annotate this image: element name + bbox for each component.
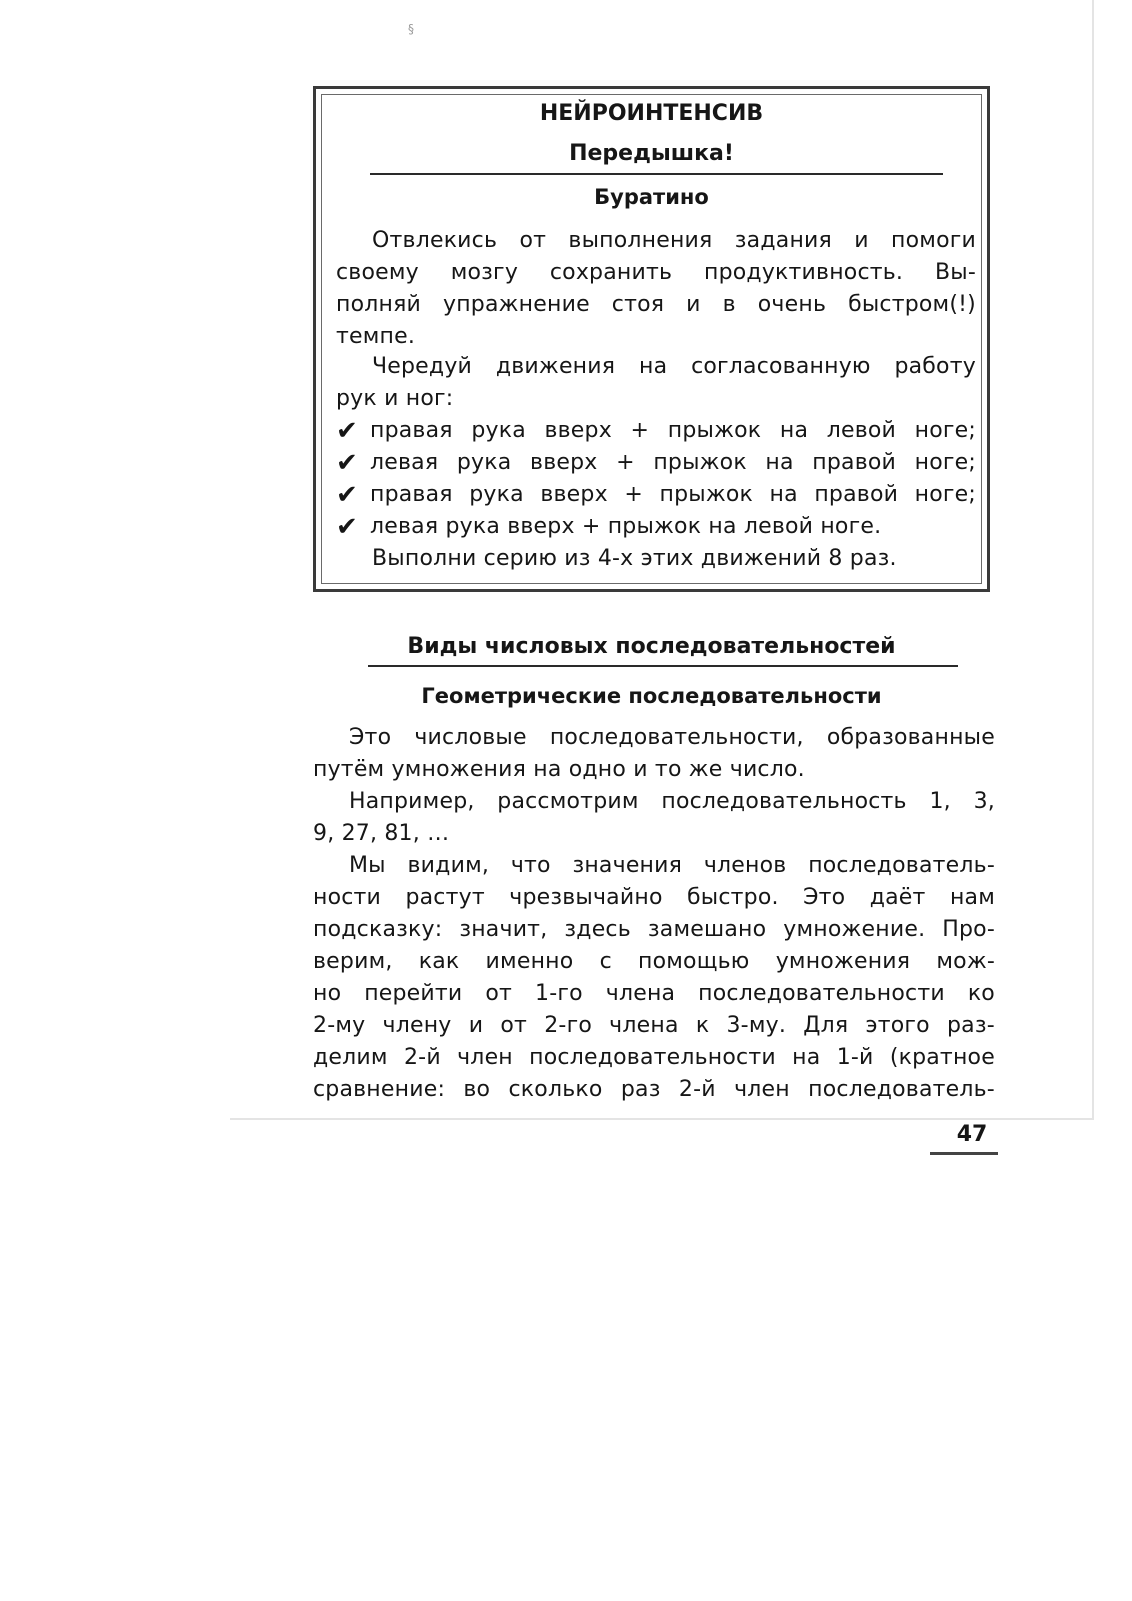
check-icon: ✔ xyxy=(336,448,358,478)
section-body xyxy=(313,722,995,1106)
checklist-item-text: правая рука вверх + прыжок на левой ноге; xyxy=(370,418,976,443)
check-icon: ✔ xyxy=(336,416,358,446)
box-label: НЕЙРОИНТЕНСИВ xyxy=(539,101,764,126)
body-line: Это числовые последовательности, образованные xyxy=(349,725,995,750)
box-instruction xyxy=(336,351,976,415)
body-line: но перейти от 1-го члена последовательности ко xyxy=(313,981,995,1006)
section-title: Виды числовых последовательностей xyxy=(407,634,896,659)
checklist-item-text: правая рука вверх + прыжок на правой ноге; xyxy=(370,482,976,507)
page-edge-shadow-bottom xyxy=(230,1118,1093,1120)
box-final: Выполни серию из 4-х этих движений 8 раз. xyxy=(372,546,897,571)
body-line: 9, 27, 81, … xyxy=(313,821,450,846)
checklist-item-text: левая рука вверх + прыжок на правой ноге; xyxy=(370,450,976,475)
body-line: 2-му члену и от 2-го члена к 3-му. Для этого раз- xyxy=(313,1013,995,1038)
checklist-item xyxy=(336,415,976,447)
body-line: сравнение: во сколько раз 2-й член последователь- xyxy=(313,1077,995,1102)
intro-line: полняй упражнение стоя и в очень быстром(!) xyxy=(336,292,976,317)
page-number-rule xyxy=(930,1152,998,1155)
page-edge-shadow xyxy=(1092,0,1094,1120)
checklist-item xyxy=(336,511,976,543)
body-line: Мы видим, что значения членов последователь- xyxy=(349,853,995,878)
body-line: подсказку: значит, здесь замешано умножение. Про- xyxy=(313,917,995,942)
intro-line: темпе. xyxy=(336,324,416,349)
section-subtitle: Геометрические последовательности xyxy=(421,684,882,708)
body-line: ности растут чрезвычайно быстро. Это даёт нам xyxy=(313,885,995,910)
box-subtitle: Буратино xyxy=(594,185,709,209)
section-title-rule xyxy=(368,665,958,667)
box-title-rule xyxy=(370,173,943,175)
intro-line: своему мозгу сохранить продуктивность. Вы- xyxy=(336,260,976,285)
box-title: Передышка! xyxy=(569,141,734,166)
intro-line: Отвлекись от выполнения задания и помоги xyxy=(372,228,976,253)
body-line: Например, рассмотрим последовательность 1, 3, xyxy=(349,789,995,814)
instruction-line: Чередуй движения на согласованную работу xyxy=(372,354,976,379)
check-icon: ✔ xyxy=(336,512,358,542)
header-mark: § xyxy=(408,22,414,36)
checklist-item xyxy=(336,479,976,511)
box-intro xyxy=(336,225,976,353)
checklist-item-text: левая рука вверх + прыжок на левой ноге. xyxy=(370,514,882,539)
check-icon: ✔ xyxy=(336,480,358,510)
exercise-box xyxy=(313,86,990,592)
page-number: 47 xyxy=(956,1122,988,1147)
checklist-item xyxy=(336,447,976,479)
checklist xyxy=(336,415,976,575)
body-line: путём умножения на одно и то же число. xyxy=(313,757,805,782)
body-line: верим, как именно с помощью умножения мож- xyxy=(313,949,995,974)
body-line: делим 2-й член последовательности на 1-й (кратное xyxy=(313,1045,995,1070)
instruction-line: рук и ног: xyxy=(336,386,454,411)
